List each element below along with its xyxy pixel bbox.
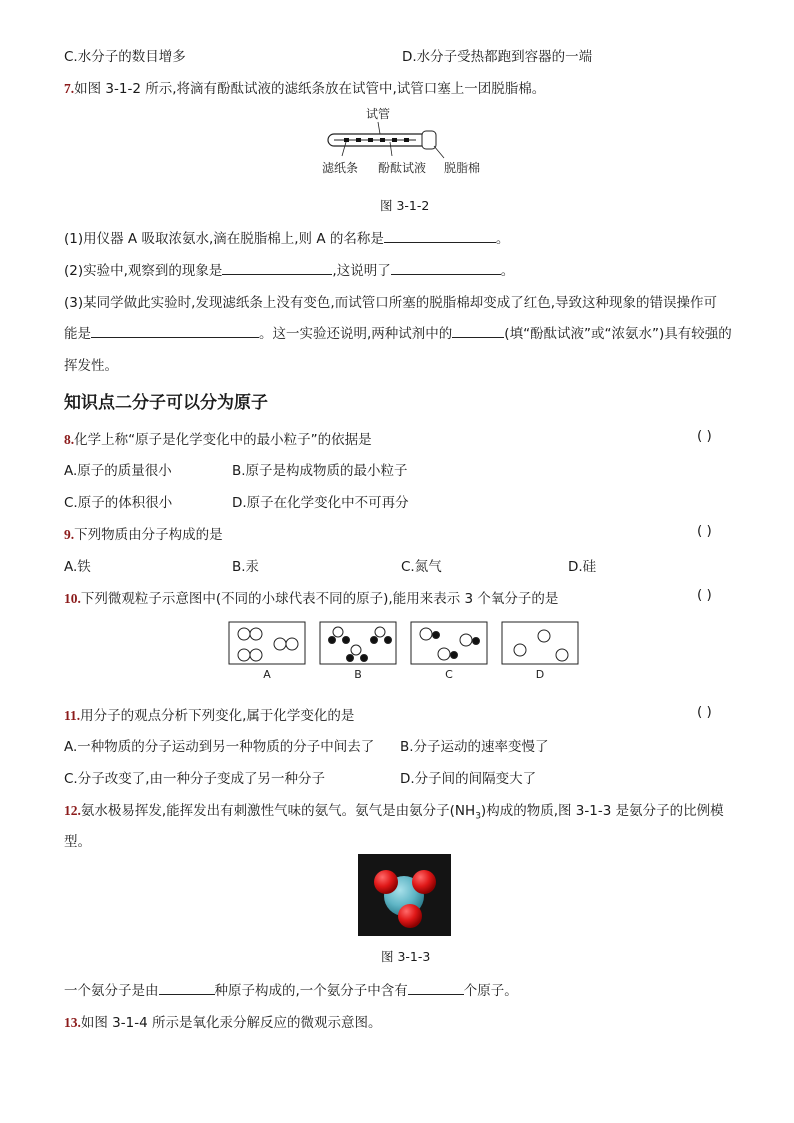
q11-option-b: B.分子运动的速率变慢了 bbox=[400, 739, 549, 755]
q8-stem-text: 化学上称“原子是化学变化中的最小粒子”的依据是 bbox=[74, 432, 372, 448]
q13-stem bbox=[64, 1011, 381, 1031]
q7-part1-text: (1)用仪器 A 吸取浓氨水,滴在脱脂棉上,则 A 的名称是 bbox=[64, 231, 384, 247]
q7-part1 bbox=[64, 227, 509, 247]
q12-stem-line1 bbox=[64, 799, 724, 822]
fig-label-paper: 滤纸条 bbox=[322, 161, 359, 175]
answer-blank[interactable] bbox=[222, 262, 332, 275]
q8-option-d: D.原子在化学变化中不可再分 bbox=[232, 495, 409, 511]
q9-option-a: A.铁 bbox=[64, 559, 91, 575]
answer-blank[interactable] bbox=[159, 982, 215, 995]
fig-label-phenol: 酚酞试液 bbox=[378, 161, 427, 175]
q8-stem bbox=[64, 428, 372, 448]
diagram-d bbox=[502, 622, 578, 664]
diagram-label-b: B bbox=[354, 668, 362, 681]
q12-stem-text-b: )构成的物质,图 3-1-3 是氨分子的比例模 bbox=[480, 803, 724, 819]
hydrogen-atom bbox=[374, 870, 398, 894]
answer-paren[interactable]: ( ) bbox=[697, 704, 712, 720]
question-number: 11. bbox=[64, 708, 81, 723]
question-number: 10. bbox=[64, 591, 81, 606]
answer-blank[interactable] bbox=[408, 982, 464, 995]
question-number: 7. bbox=[64, 81, 75, 96]
q7-part3-text-b: 。这一实验还说明,两种试剂中的 bbox=[259, 326, 453, 342]
figure-caption-3-1-2: 图 3-1-2 bbox=[380, 198, 430, 213]
diagram-b bbox=[320, 622, 396, 664]
q9-option-c: C.氮气 bbox=[401, 559, 442, 575]
answer-blank[interactable] bbox=[452, 325, 504, 338]
answer-paren[interactable]: ( ) bbox=[697, 587, 712, 603]
diagram-label-c: C bbox=[445, 668, 453, 681]
q7-stem bbox=[64, 77, 545, 97]
answer-paren[interactable]: ( ) bbox=[697, 523, 712, 539]
answer-blank[interactable] bbox=[384, 230, 496, 243]
q7-part1-end: 。 bbox=[495, 231, 510, 247]
q11-stem-text: 用分子的观点分析下列变化,属于化学变化的是 bbox=[80, 708, 355, 724]
q6-option-d: D.水分子受热都跑到容器的一端 bbox=[402, 49, 593, 65]
q10-stem bbox=[64, 587, 558, 607]
hydrogen-atom bbox=[412, 870, 436, 894]
question-number: 8. bbox=[64, 432, 75, 447]
q8-option-b: B.原子是构成物质的最小粒子 bbox=[232, 463, 408, 479]
diagram-label-a: A bbox=[263, 668, 271, 681]
hydrogen-atom bbox=[398, 904, 422, 928]
q7-part2-end: 。 bbox=[500, 263, 515, 279]
molecule-diagrams bbox=[228, 620, 584, 684]
q6-option-c: C.水分子的数目增多 bbox=[64, 49, 186, 65]
diagram-c bbox=[411, 622, 487, 664]
q8-option-a: A.原子的质量很小 bbox=[64, 463, 172, 479]
q8-option-c: C.原子的体积很小 bbox=[64, 495, 173, 511]
q7-part3-text-c: (填“酚酞试液”或“浓氨水”)具有较强的 bbox=[504, 326, 732, 342]
fig-label-tube: 试管 bbox=[366, 107, 391, 121]
q12-answer-line bbox=[64, 979, 518, 999]
fig-label-cotton: 脱脂棉 bbox=[444, 161, 481, 175]
q11-stem bbox=[64, 704, 354, 724]
q7-stem-text: 如图 3-1-2 所示,将滴有酚酞试液的滤纸条放在试管中,试管口塞上一团脱脂棉。 bbox=[74, 81, 546, 97]
answer-blank[interactable] bbox=[91, 325, 259, 338]
q11-option-a: A.一种物质的分子运动到另一种物质的分子中间去了 bbox=[64, 739, 375, 755]
q10-stem-text: 下列微观粒子示意图中(不同的小球代表不同的原子),能用来表示 3 个氧分子的是 bbox=[80, 591, 559, 607]
q9-option-d: D.硅 bbox=[568, 559, 597, 575]
q12-answer-text-c: 个原子。 bbox=[463, 983, 518, 999]
q12-answer-text-b: 种原子构成的,一个氨分子中含有 bbox=[214, 983, 408, 999]
q7-part3-line2 bbox=[64, 322, 732, 342]
diagram-label-d: D bbox=[535, 668, 545, 681]
question-number: 9. bbox=[64, 527, 75, 542]
q7-part2 bbox=[64, 259, 514, 279]
q7-part2-text-b: ,这说明了 bbox=[332, 263, 391, 279]
q12-stem-text-a: 氨水极易挥发,能挥发出有刺激性气味的氨气。氨气是由氨分子(NH bbox=[80, 803, 476, 819]
q7-part3-line3: 挥发性。 bbox=[64, 358, 118, 374]
section-title: 知识点二分子可以分为原子 bbox=[64, 393, 268, 413]
answer-blank[interactable] bbox=[391, 262, 501, 275]
answer-paren[interactable]: ( ) bbox=[697, 428, 712, 444]
q7-part2-text-a: (2)实验中,观察到的现象是 bbox=[64, 263, 223, 279]
question-number: 13. bbox=[64, 1015, 81, 1030]
q12-answer-text-a: 一个氨分子是由 bbox=[64, 983, 159, 999]
ammonia-model-image bbox=[358, 854, 451, 936]
test-tube-figure bbox=[318, 104, 498, 184]
q9-stem bbox=[64, 523, 223, 543]
q13-stem-text: 如图 3-1-4 所示是氧化汞分解反应的微观示意图。 bbox=[80, 1015, 382, 1031]
q7-part3-line1: (3)某同学做此实验时,发现滤纸条上没有变色,而试管口所塞的脱脂棉却变成了红色,导致这种现象的错误操作可 bbox=[64, 295, 717, 311]
q12-stem-line2: 型。 bbox=[64, 834, 91, 850]
q11-option-d: D.分子间的间隔变大了 bbox=[400, 771, 537, 787]
q9-option-b: B.汞 bbox=[232, 559, 260, 575]
q9-stem-text: 下列物质由分子构成的是 bbox=[74, 527, 223, 543]
diagram-a bbox=[229, 622, 305, 664]
subscript: 3 bbox=[475, 811, 481, 822]
question-number: 12. bbox=[64, 803, 81, 818]
figure-caption-3-1-3: 图 3-1-3 bbox=[381, 949, 431, 964]
q7-part3-text-a: 能是 bbox=[64, 326, 91, 342]
q11-option-c: C.分子改变了,由一种分子变成了另一种分子 bbox=[64, 771, 326, 787]
